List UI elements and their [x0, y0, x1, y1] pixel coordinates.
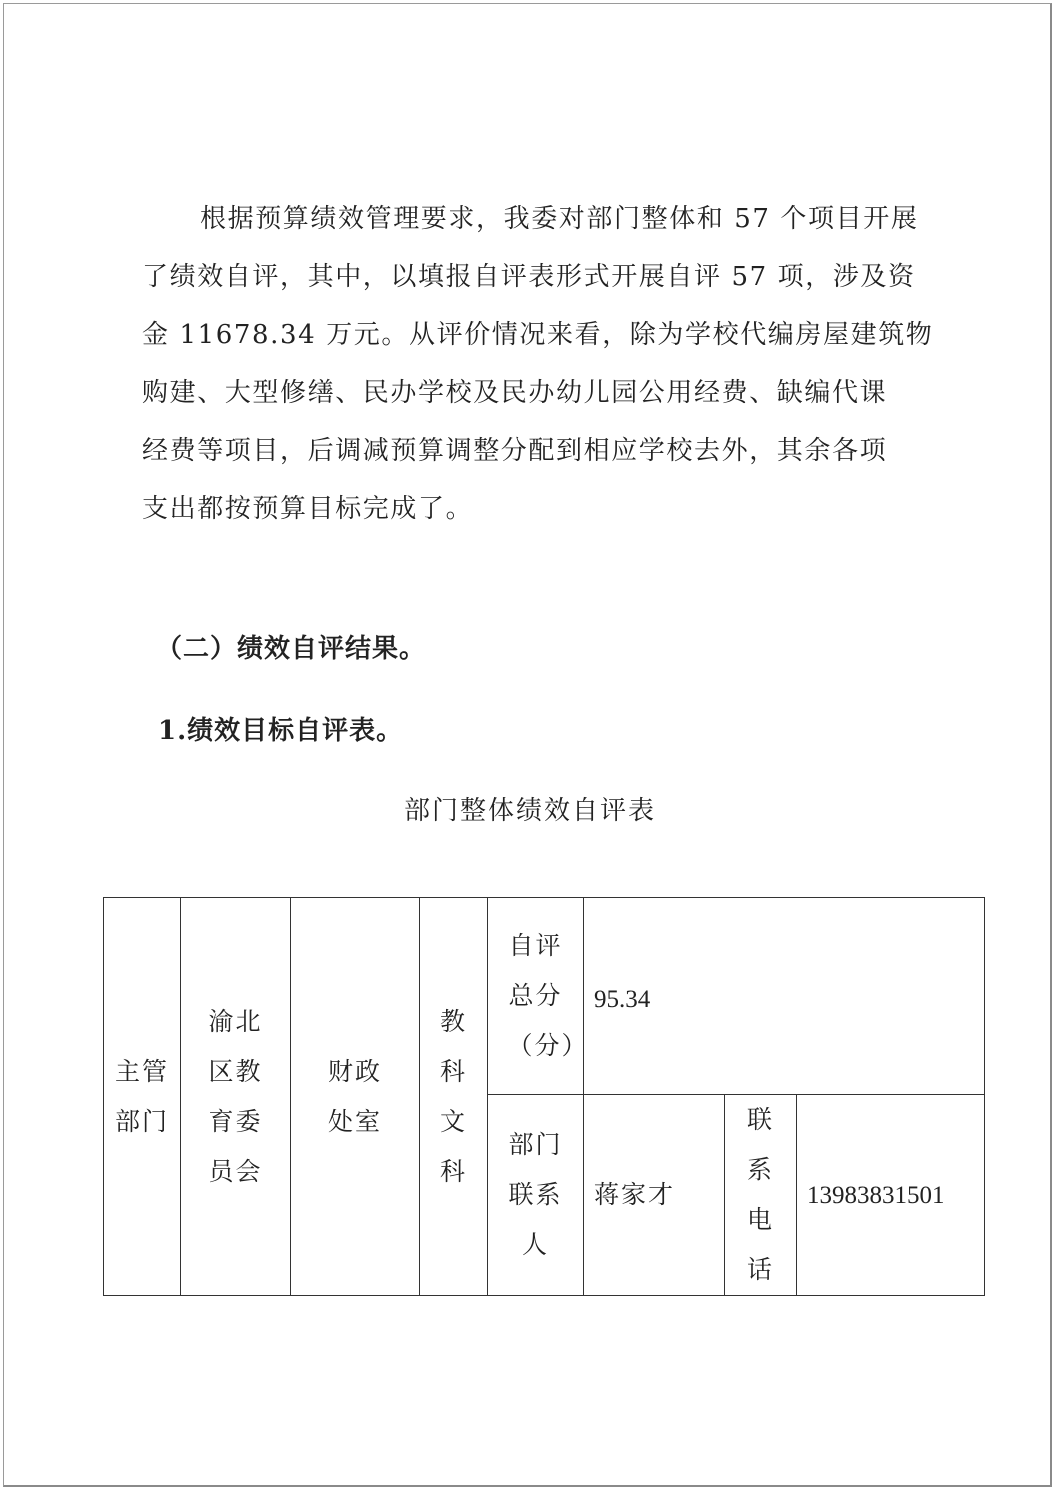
dept-label-cell — [104, 898, 181, 1296]
dept-value: 渝北区教育委员会 — [208, 1006, 263, 1186]
paragraph-line: 了绩效自评，其中，以填报自评表形式开展自评 57 项，涉及资 — [142, 262, 916, 292]
finance-office-value: 教科文科 — [439, 1006, 467, 1186]
subsection-heading: 1.绩效目标自评表。 — [158, 716, 404, 746]
contact-label-cell — [488, 1095, 584, 1296]
contact-label: 部门联系人 — [508, 1130, 563, 1259]
self-evaluation-table — [103, 897, 985, 1296]
score-label: 自评总分（分） — [507, 931, 589, 1060]
finance-office-value-cell — [420, 898, 488, 1296]
finance-office-label-cell — [291, 898, 420, 1296]
phone-value-cell — [797, 1095, 985, 1296]
score-value: 95.34 — [594, 986, 651, 1013]
contact-value: 蒋家才 — [594, 1180, 676, 1209]
dept-value-cell — [181, 898, 291, 1296]
dept-label: 主管部门 — [115, 1056, 170, 1136]
score-label-cell — [488, 898, 589, 1095]
phone-label-cell — [725, 1095, 797, 1296]
paragraph-line: 金 11678.34 万元。从评价情况来看，除为学校代编房屋建筑物 — [142, 320, 934, 350]
contact-value-cell — [584, 1095, 725, 1296]
section-heading: （二）绩效自评结果。 — [156, 634, 427, 664]
paragraph-line: 购建、大型修缮、民办学校及民办幼儿园公用经费、缺编代课 — [142, 378, 888, 408]
body-paragraph — [142, 190, 934, 538]
score-value-cell — [584, 898, 985, 1095]
paragraph-line: 根据预算绩效管理要求，我委对部门整体和 57 个项目开展 — [200, 204, 919, 234]
paragraph-line: 经费等项目，后调减预算调整分配到相应学校去外，其余各项 — [142, 436, 888, 466]
table-title: 部门整体绩效自评表 — [403, 796, 656, 826]
paragraph-line: 支出都按预算目标完成了。 — [142, 494, 474, 524]
phone-value: 13983831501 — [807, 1181, 945, 1209]
finance-office-label: 财政处室 — [327, 1056, 382, 1136]
phone-label: 联系电话 — [746, 1105, 774, 1284]
